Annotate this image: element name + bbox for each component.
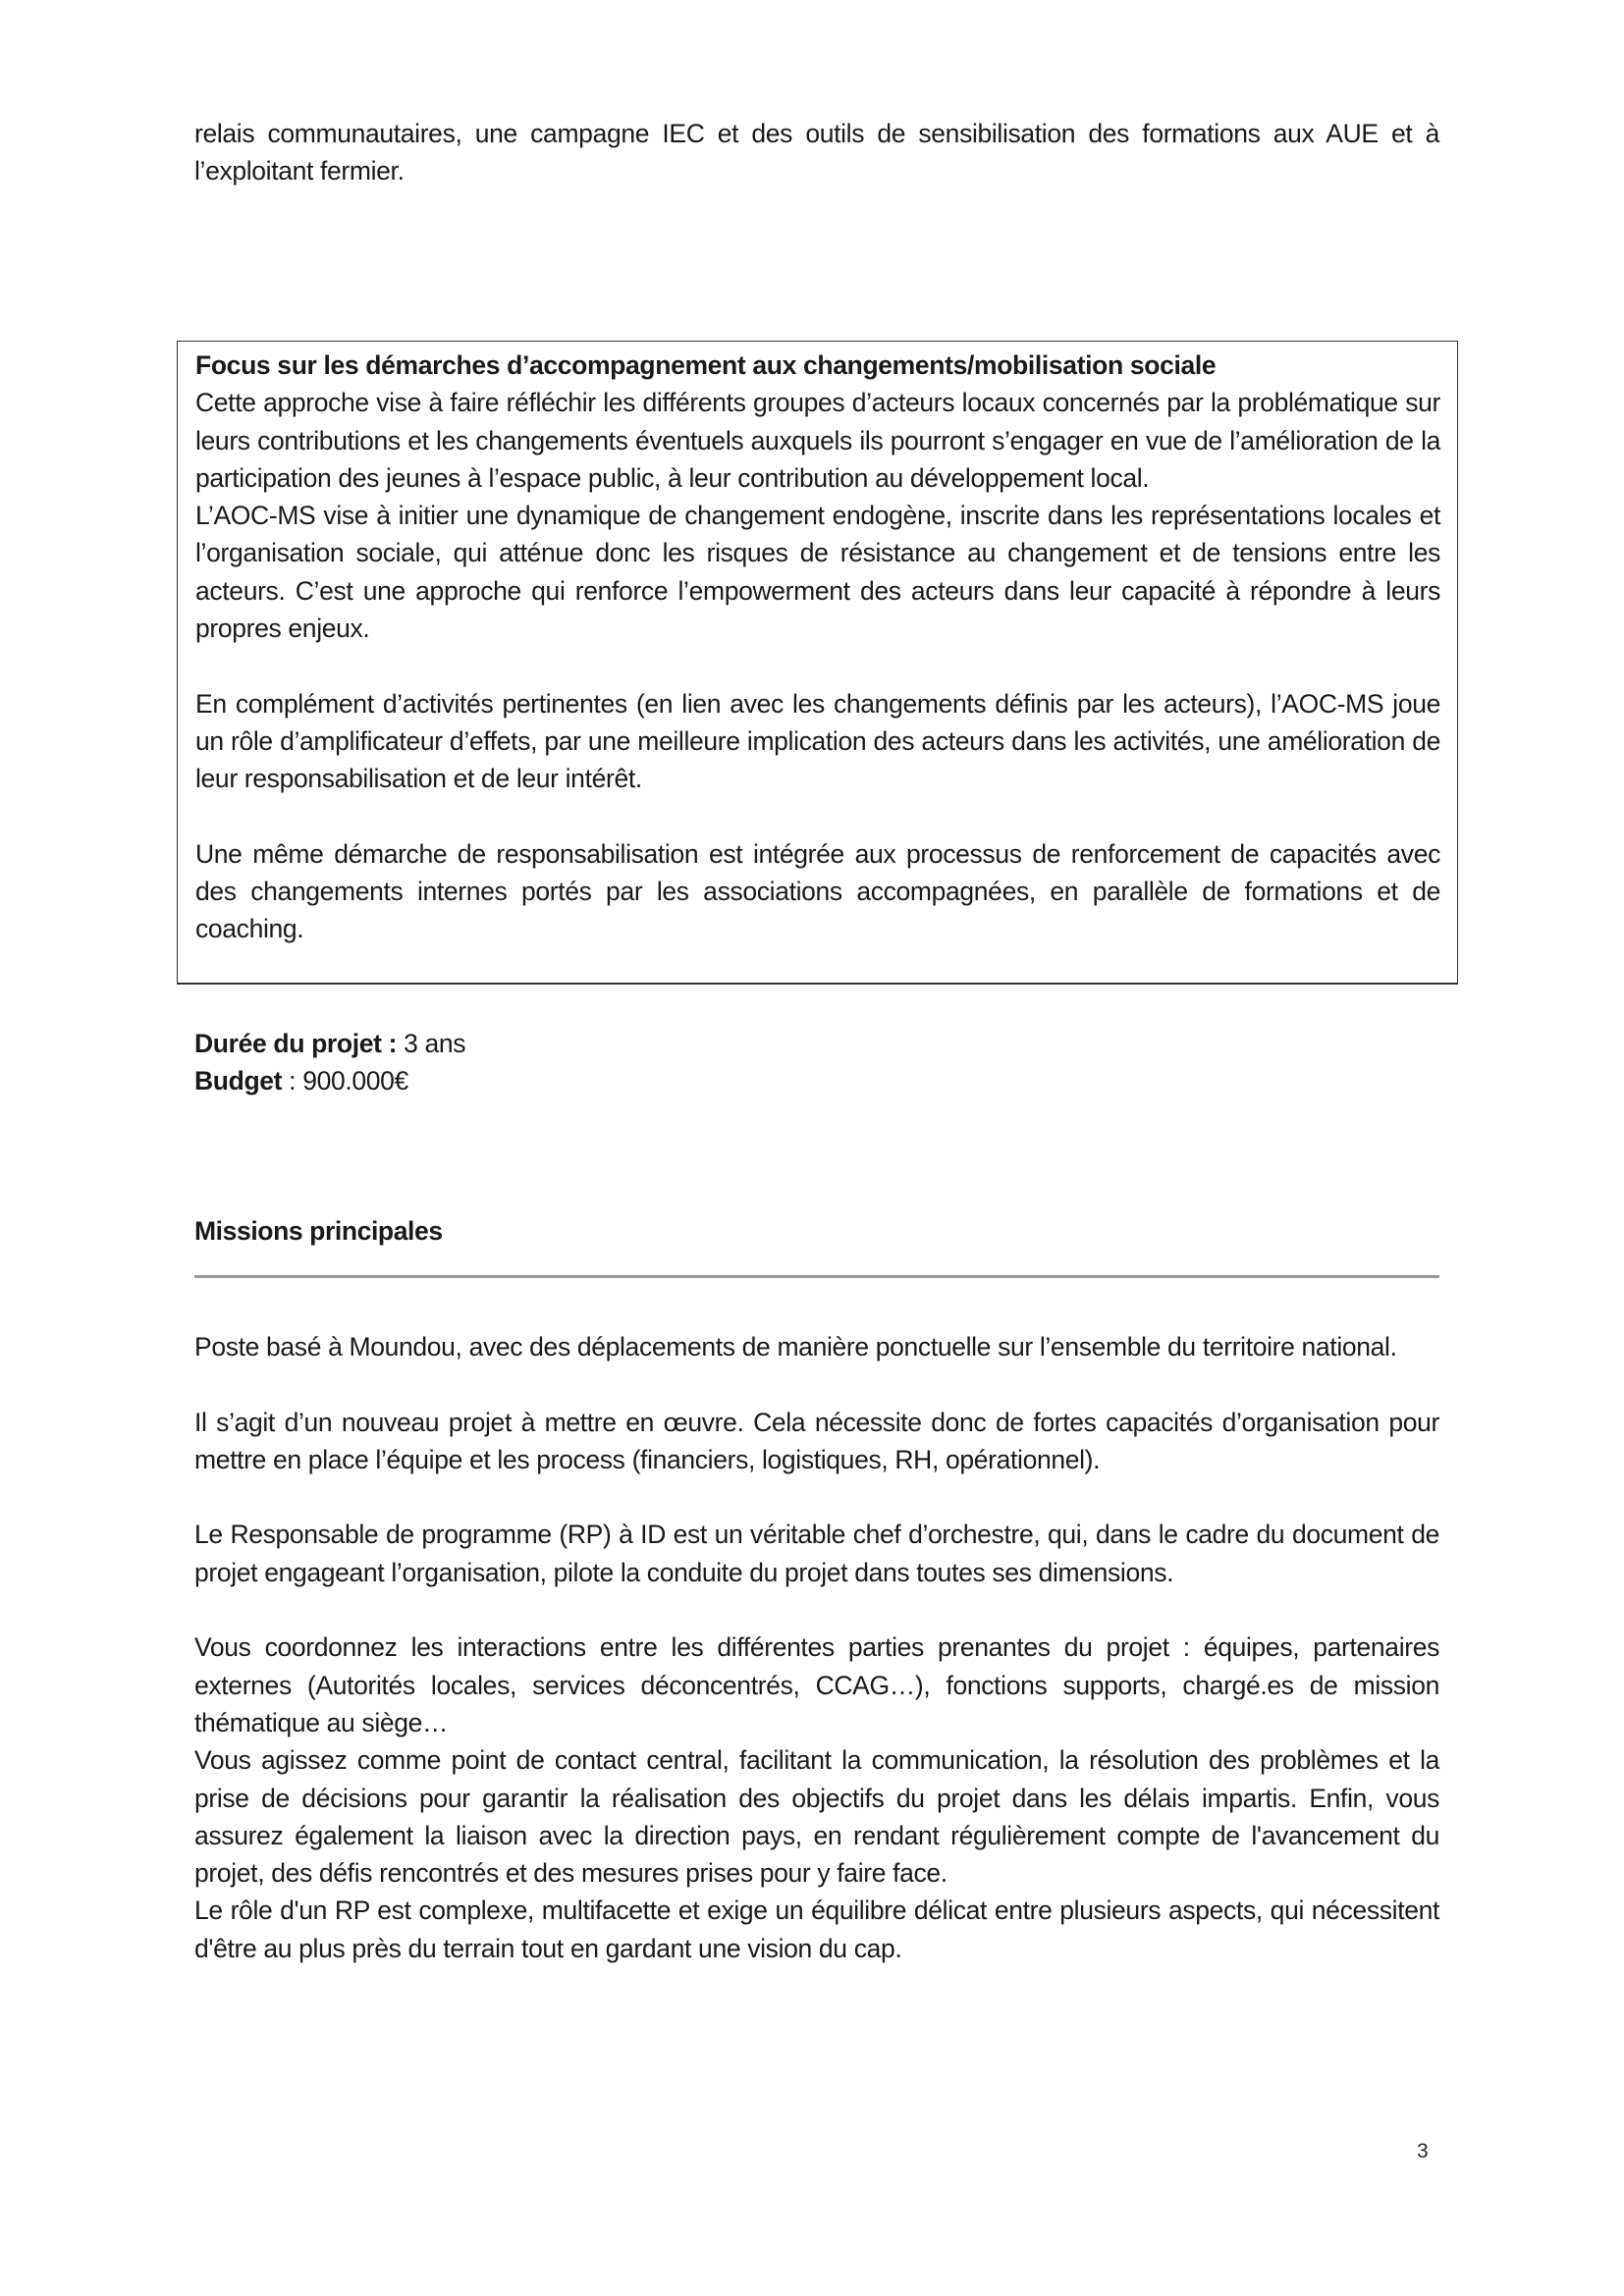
budget-label: Budget xyxy=(194,1066,283,1096)
duration-value: 3 ans xyxy=(397,1029,466,1058)
missions-paragraph: Vous coordonnez les interactions entre les différentes parties prenantes du projet : équipes, partenaires externes (Autorités locales, services déconcentrés, CCAG…), fonctions supports, chargé.es de mission thématique au siège… xyxy=(194,1632,1439,1737)
focus-box-paragraph: Une même démarche de responsabilisation est intégrée aux processus de renforcement de capacités avec des changements internes portés par les associations accompagnées, en parallèle de formations et de coaching. xyxy=(195,838,1440,944)
project-info xyxy=(194,1025,1439,1100)
paragraph-spacer xyxy=(195,647,1440,684)
missions-body xyxy=(194,1328,1439,1967)
missions-paragraph: Vous agissez comme point de contact central, facilitant la communication, la résolution des problèmes et la prise de décisions pour garantir la réalisation des objectifs du projet dans les délais impartis. Enfin, vous assurez également la liaison avec la direction pays, en rendant régulièrement compte de l'avancement du projet, des défis rencontrés et des mesures prises pour y faire face. xyxy=(194,1745,1439,1889)
focus-callout-box xyxy=(177,341,1458,985)
duration-label: Durée du projet : xyxy=(194,1029,398,1058)
paragraph-spacer xyxy=(194,1478,1439,1516)
focus-box-paragraph: L’AOC-MS vise à initier une dynamique de changement endogène, inscrite dans les représentations locales et l’organisation sociale, qui atténue donc les risques de résistance au changement et de tensions entre les acteurs. C’est une approche qui renforce l’empowerment des acteurs dans leur capacité à répondre à leurs propres enjeux. xyxy=(195,501,1440,644)
focus-box-title: Focus sur les démarches d’accompagnement aux changements/mobilisation sociale xyxy=(195,350,1217,380)
missions-paragraph: Le rôle d'un RP est complexe, multifacette et exige un équilibre délicat entre plusieurs aspects, qui nécessitent d'être au plus près du terrain tout en gardant une vision du cap. xyxy=(194,1896,1439,1963)
page-number: 3 xyxy=(1417,2140,1429,2163)
project-budget xyxy=(194,1062,1439,1099)
missions-paragraph: Il s’agit d’un nouveau projet à mettre en œuvre. Cela nécessite donc de fortes capacités d’organisation pour mettre en place l’équipe et les process (financiers, logistiques, RH, opérationnel). xyxy=(194,1407,1439,1474)
missions-paragraph: Poste basé à Moundou, avec des déplacements de manière ponctuelle sur l’ensemble du territoire national. xyxy=(194,1332,1397,1362)
paragraph-spacer xyxy=(194,1365,1439,1403)
project-duration xyxy=(194,1025,1439,1062)
paragraph-spacer xyxy=(194,1591,1439,1629)
budget-value: : 900.000€ xyxy=(282,1066,408,1096)
intro-paragraph: relais communautaires, une campagne IEC et des outils de sensibilisation des formations aux AUE et à l’exploitant fermier. xyxy=(194,119,1439,187)
missions-heading: Missions principales xyxy=(194,1216,443,1246)
section-divider xyxy=(194,1275,1439,1278)
focus-box-paragraph: Cette approche vise à faire réfléchir les différents groupes d’acteurs locaux concernés par la problématique sur leurs contributions et les changements éventuels auxquels ils pourront s’engager en vue de l’amélioration de la participation des jeunes à l’espace public, à leur contribution au développement local. xyxy=(195,388,1440,493)
focus-box-paragraph: En complément d’activités pertinentes (en lien avec les changements définis par les acteurs), l’AOC-MS joue un rôle d’amplificateur d’effets, par une meilleure implication des acteurs dans les activités, une amélioration de leur responsabilisation et de leur intérêt. xyxy=(195,688,1440,794)
missions-paragraph: Le Responsable de programme (RP) à ID est un véritable chef d’orchestre, qui, dans le cadre du document de projet engageant l’organisation, pilote la conduite du projet dans toutes ses dimensions. xyxy=(194,1520,1439,1587)
paragraph-spacer xyxy=(195,798,1440,835)
